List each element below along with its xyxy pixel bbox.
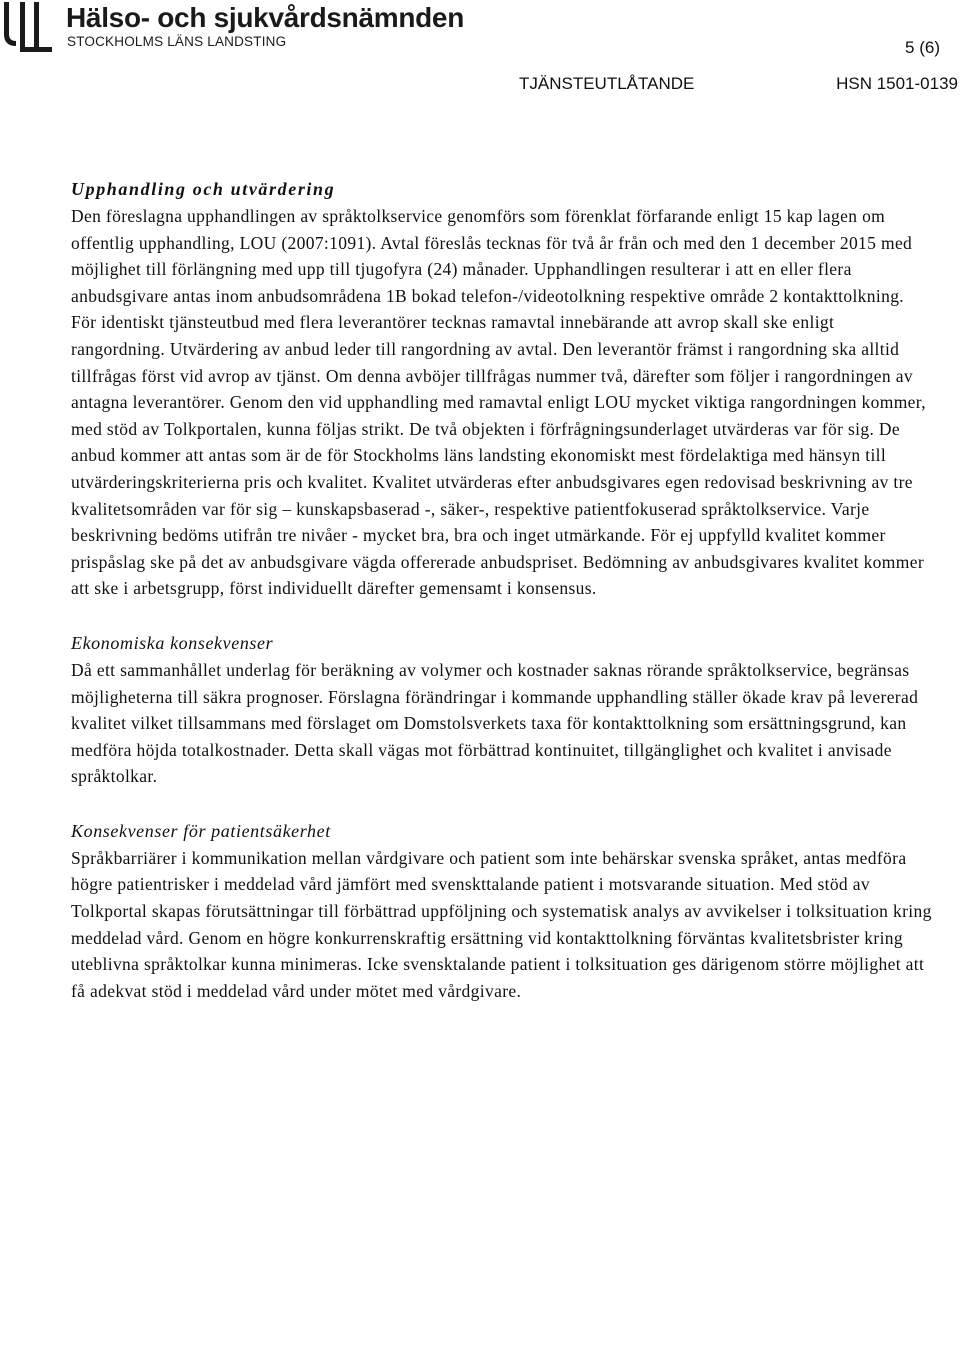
document-body <box>71 176 933 1032</box>
section-patient-safety <box>71 818 933 1005</box>
section-paragraph: Då ett sammanhållet underlag för beräkning av volymer och kostnader saknas rörande språktolkservice, begränsas möjligheterna till säkra prognoser. Förslagna förändringar i kommande upphandling ställer ökade krav på levererad kvalitet vilket tillsammans med förslaget om Domstolsverkets taxa för kontakttolkning som ersättningsgrund, kan medföra höjda totalkostnader. Detta skall vägas mot förbättrad kontinuitet, tillgänglighet och kvalitet i anvisade språktolkar. <box>71 659 919 787</box>
organization-name: Hälso- och sjukvårdsnämnden <box>66 2 465 33</box>
section-heading: Konsekvenser för patientsäkerhet <box>71 820 331 841</box>
section-heading: Ekonomiska konsekvenser <box>71 632 274 653</box>
document-id: HSN 1501-0139 <box>836 74 958 93</box>
section-procurement <box>71 176 933 602</box>
header-logo <box>0 0 480 56</box>
document-type: TJÄNSTEUTLÅTANDE <box>519 74 695 93</box>
organization-subtitle: STOCKHOLMS LÄNS LANDSTING <box>67 34 287 49</box>
landsting-logo-icon <box>0 2 54 52</box>
section-paragraph: Språkbarriärer i kommunikation mellan vårdgivare och patient som inte behärskar svenska språket, antas medföra högre patientrisker i meddelad vård jämfört med svenskttalande patient i motsvarande situation. Med stöd av Tolkportal skapas förutsättningar till förbättrad uppföljning och systematisk analys av avvikelser i tolksituation kring meddelad vård. Genom en högre konkurrenskraftig ersättning vid kontakttolkning förväntas kvalitetsbrister kring uteblivna språktolkar kunna minimeras. Icke svensktalande patient i tolksituation ges därigenom större möjlighet att få adekvat stöd i meddelad vård under mötet med vårdgivare. <box>71 847 932 1001</box>
section-economic-consequences <box>71 630 933 790</box>
page-number: 5 (6) <box>905 38 940 57</box>
section-paragraph: Den föreslagna upphandlingen av språktolkservice genomförs som förenklat förfarande enligt 15 kap lagen om offentlig upphandling, LOU (2007:1091). Avtal föreslås tecknas för två år från och med den 1 december 2015 med möjlighet till förlängning med upp till tjugofyra (24) månader. Upphandlingen resulterar i att en eller flera anbudsgivare antas inom anbudsområdena 1B bokad telefon-/videotolkning respektive område 2 kontakttolkning. För identiskt tjänsteutbud med flera leverantörer tecknas ramavtal innebärande att avrop skall ske enligt rangordning. Utvärdering av anbud leder till rangordning av avtal. Den leverantör främst i rangordning ska alltid tillfrågas först vid avrop av tjänst. Om denna avböjer tillfrågas nummer två, därefter som följer i rangordningen av antagna leverantörer. Genom den vid upphandling med ramavtal enligt LOU mycket viktiga rangordningen kommer, med stöd av Tolkportalen, kunna följas strikt. De två objekten i förfrågningsunderlaget utvärderas var för sig. De anbud kommer att antas som är de för Stockholms läns landsting ekonomiskt mest fördelaktiga med hänsyn till utvärderingskriterierna pris och kvalitet. Kvalitet utvärderas efter anbudsgivares egen redovisad beskrivning av tre kvalitetsområden var för sig – kunskapsbaserad -, säker-, respektive patientfokuserad språktolkservice. Varje beskrivning bedöms utifrån tre nivåer - mycket bra, bra och inget utmärkande. För ej uppfylld kvalitet kommer prispåslag ske på det av anbudsgivare vägda offererade anbudspriset. Bedömning av anbudsgivares kvalitet kommer att ske i arbetsgrupp, först individuellt därefter gemensamt i konsensus. <box>71 206 926 599</box>
section-heading: Upphandling och utvärdering <box>71 179 336 199</box>
